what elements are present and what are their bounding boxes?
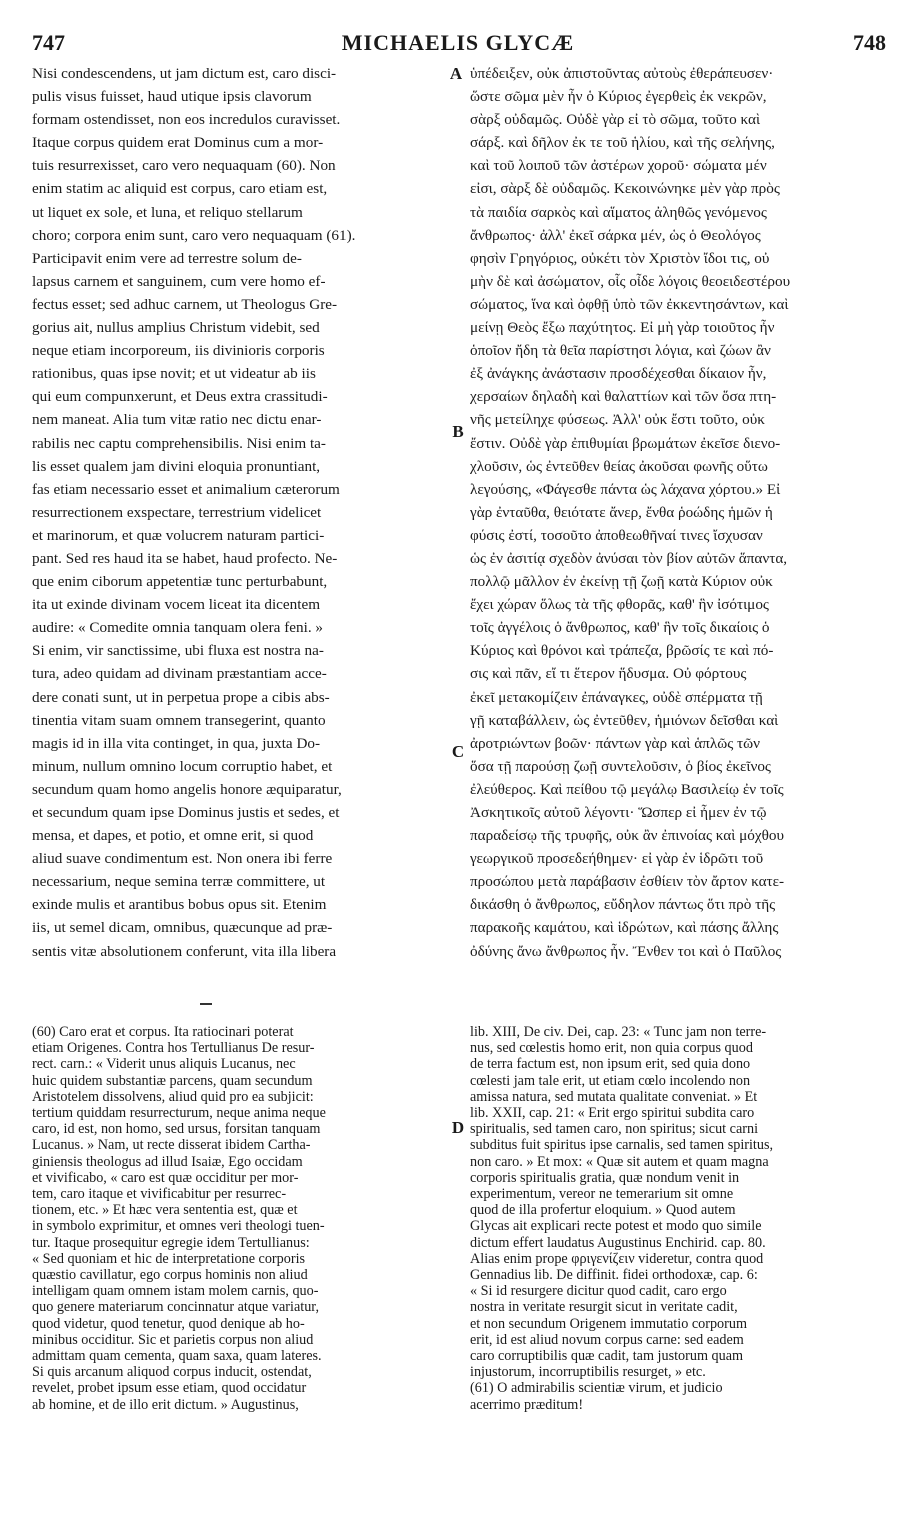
footnote-line: intelligam quam omnem istam molem carnis, quo-	[32, 1283, 319, 1300]
latin-text-line: lis esset qualem jam divini eloquia pronuntiant,	[32, 457, 321, 475]
greek-text-line: μὴν δὲ καὶ ἀσώματον, οἷς οἶδε λόγοις θεοειδεστέρου	[470, 272, 791, 290]
footnote-line: Lucanus. » Nam, ut recte disserat ibidem Cartha-	[32, 1137, 311, 1154]
latin-text-line: lapsus carnem et sanguinem, cum vere homo ef-	[32, 272, 326, 290]
latin-text-line: magis id in illa vita continget, in qua, juxta Do-	[32, 734, 321, 752]
footnote-line: Gennadius lib. De diffinit. fidei orthodoxæ, cap. 6:	[470, 1267, 758, 1284]
section-divider	[200, 1003, 212, 1005]
greek-text-line: ὑπέδειξεν, οὐκ ἀπιστοῦντας αὐτοὺς ἐθεράπευσεν·	[470, 65, 774, 82]
running-title: MICHAELIS GLYCÆ	[341, 30, 575, 55]
footnote-line: in symbolo exprimitur, et omnes veri theologi tuen-	[32, 1218, 325, 1235]
footnotes-left-column	[32, 1024, 458, 1413]
latin-text-line: fectus esset; sed adhuc carnem, ut Theologus Gre-	[32, 295, 338, 313]
footnote-line: lib. XXII, cap. 21: « Erit ergo spiritui subdita caro	[470, 1105, 755, 1122]
greek-text-line: ὥστε σῶμα μὲν ἦν ὁ Κύριος ἐγερθεὶς ἐκ νεκρῶν,	[470, 88, 767, 106]
latin-main-column	[32, 62, 458, 963]
latin-text-line: exinde mulis et arantibus bobus opus sit. Etenim	[32, 896, 327, 914]
footnote-line: erit, id est aliud novum corpus carne: sed eadem	[470, 1331, 744, 1348]
margin-letter-a: A	[449, 64, 463, 83]
footnote-line: minibus occiditur. Sic et parietis corpus non aliud	[32, 1331, 314, 1348]
latin-text-line: sentis vitæ absolutionem conferunt, vita illa libera	[32, 942, 337, 960]
greek-text-line: σις καὶ πᾶν, εἴ τι ἕτερον ἥδυσμα. Οὐ φόρτους	[470, 665, 747, 683]
footnote-line: Aristotelem dissolvens, aliud quid pro ea subjicit:	[32, 1088, 314, 1105]
greek-text-line: νῆς μετείληχε φύσεως. Ἀλλ' οὐκ ἔστι τοῦτο, οὐκ	[470, 411, 765, 429]
footnote-line: huic quidem substantiæ parcens, quam secundum	[32, 1072, 313, 1089]
greek-text-line: τοῖς ἀγγέλοις ὁ ἄνθρωπος, καθ' ἣν τοῖς δικαίοις ὁ	[470, 619, 770, 637]
footnote-line: caro, id est, non homo, sed ursus, forsitan tanquam	[32, 1121, 321, 1138]
greek-text-line: ἐξ ἀνάγκης ἀνάστασιν προσδέχεσθαι δίκαιον ἦν,	[470, 365, 767, 383]
latin-text-line: enim statim ac aliquid est corpus, caro etiam est,	[32, 180, 328, 198]
latin-text-line: choro; corpora enim sunt, caro vero nequaquam (61).	[32, 226, 356, 244]
latin-text-line: et marinorum, et quæ volucrem naturam partici-	[32, 526, 325, 544]
footnote-line: lib. XIII, De civ. Dei, cap. 23: « Tunc jam non terre-	[470, 1024, 767, 1040]
greek-text-line: χερσαίων δηλαδὴ καὶ θαλαττίων καὶ τῶν ὅσα πτη-	[470, 388, 777, 406]
latin-text-line: minum, nullum omnino locum corruptio habet, et	[32, 757, 333, 775]
latin-text-line: rabilis nec captu comprehensibilis. Nisi enim ta-	[32, 434, 326, 452]
latin-text-line: Si enim, vir sanctissime, ubi fluxa est nostra na-	[32, 642, 324, 660]
footnote-line: cœlesti jam tale erit, ut etiam cœlo incolendo non	[470, 1072, 751, 1089]
latin-text-line: iis, ut semel dicam, omnibus, quæcunque ad præ-	[32, 919, 333, 937]
footnote-line: « Sed quoniam et hic de interpretatione corporis	[32, 1250, 306, 1267]
greek-text-line: ἔχει χώραν ὅλως τὰ τῆς φθορᾶς, καθ' ἣν ἰσότιμος	[470, 596, 769, 614]
latin-text-line: Itaque corpus quidem erat Dominus cum a mor-	[32, 134, 324, 152]
latin-text-line: tuis resurrexisset, caro vero nequaquam (60). Non	[32, 157, 336, 175]
latin-text-line: dere conati sunt, ut in perpetua prope a cibis abs-	[32, 688, 330, 706]
footnote-line: injustorum, incorruptibilis resurget, » etc.	[470, 1364, 706, 1381]
greek-text-line: πολλῷ μᾶλλον ἐν ἐκείνῃ τῇ ζωῇ κατὰ Κύριον οὐκ	[470, 573, 773, 591]
latin-text-line: audire: « Comedite omnia tanquam olera feni. »	[32, 619, 324, 637]
footnote-line: Alias enim prope φριγενίζειν videretur, contra quod	[470, 1250, 764, 1267]
greek-text-line: σώματος, ἵνα καὶ ὀφθῇ ὑπὸ τῶν ἐκκεντησάντων, καὶ	[470, 295, 789, 313]
greek-text-line: ἔστιν. Οὐδὲ γὰρ ἐπιθυμίαι βρωμάτων ἐκεῖσε διενο-	[470, 434, 781, 452]
greek-text-line: τὰ παιδία σαρκὸς καὶ αἵματος ἀληθῶς γενόμενος	[470, 203, 767, 221]
latin-text-line: ita ut exinde divinam vocem liceat ita dicentem	[32, 596, 321, 614]
greek-text-line: μείνῃ Θεὸς ἔξω παχύτητος. Εἰ μὴ γὰρ τοιοῦτος ἦν	[470, 319, 775, 337]
latin-text-line: et secundum quam ipse Dominus justis et sedes, et	[32, 804, 340, 821]
latin-text-line: aliud suave condimentum est. Non onera ibi ferre	[32, 850, 333, 868]
left-page-number: 747	[32, 30, 65, 55]
footnotes-right-column	[470, 1024, 888, 1413]
right-page-number: 748	[853, 30, 886, 55]
margin-letter-b: B	[452, 422, 464, 441]
latin-text-line: ut liquet ex sole, et luna, et reliquo stellarum	[32, 203, 303, 221]
greek-text-line: ὅσα τῇ παρούσῃ ζωῇ συντελοῦσιν, ὁ βίος ἐκεῖνος	[470, 757, 771, 775]
latin-text-line: pulis visus fuisset, haud utique ipsis clavorum	[32, 88, 312, 106]
margin-letter-d: D	[451, 1118, 465, 1137]
greek-text-line: ὡς ἐν ἀσιτίᾳ σχεδὸν ἀνύσαι τὸν βίον αὐτῶν ἅπαντα,	[470, 549, 788, 567]
footnote-line: non caro. » Et mox: « Quæ sit autem et quam magna	[470, 1153, 769, 1170]
latin-text-line: gorius ait, nullus amplius Christum videbit, sed	[32, 319, 320, 337]
latin-text-line: tura, adeo quidam ad divinam præstantiam acce-	[32, 665, 327, 683]
footnote-line: quo genere materiarum concinnatur atque variatur,	[32, 1299, 319, 1316]
latin-text-line: Participavit enim vere ad terrestre solum de-	[32, 249, 302, 267]
greek-text-line: εἰσι, σὰρξ δὲ οὐδαμῶς. Κεκοινώνηκε μὲν γὰρ πρὸς	[470, 180, 780, 198]
greek-text-line: λεγούσης, «Φάγεσθε πάντα ὡς λάχανα χόρτου.» Εἰ	[470, 480, 781, 498]
greek-text-line: ὁποῖον ἤδη τὰ θεῖα παρίστησι λόγια, καὶ ζώων ἂν	[470, 342, 771, 360]
latin-text-line: secundum quam homo angelis honore æquiparatur,	[32, 780, 342, 798]
footnote-line: experimentum, vereor ne temerarium sit omne	[470, 1186, 734, 1203]
latin-text-line: nem maneat. Alia tum vitæ ratio nec dictu enar-	[32, 411, 322, 429]
greek-text-line: χλοῦσιν, ὡς ἐντεῦθεν θείας ἀκοῦσαι φωνῆς οὕτω	[470, 457, 768, 475]
greek-text-line: ἀροτριώντων βοῶν· πάντων γὰρ καὶ ἁπλῶς τῶν	[470, 734, 760, 752]
footnote-line: nus, sed cœlestis homo erit, non quia corpus quod	[470, 1040, 753, 1057]
footnote-line: caro corruptibilis quæ cadit, tam justorum quam	[470, 1348, 744, 1365]
greek-text-line: ἐλεύθερος. Καὶ πείθου τῷ μεγάλῳ Βασιλείῳ ἐν τοῖς	[470, 780, 784, 798]
greek-text-line: φησὶν Γρηγόριος, οὐκέτι τὸν Χριστὸν ἴδοι τις, οὐ	[470, 249, 770, 267]
greek-text-line: γὰρ ἐνταῦθα, θειότατε ἄνερ, ἔνθα ῥοώδης ἡμῶν ἡ	[470, 503, 773, 521]
greek-text-line: ἐκεῖ μετακομίζειν ἐπάναγκες, οὐδὲ σπέρματα τῇ	[470, 688, 763, 706]
footnote-line: rect. carn.: « Viderit unus aliquis Lucanus, nec	[32, 1056, 296, 1073]
latin-text-line: mensa, et dapes, et potio, et omne erit, si quod	[32, 827, 314, 845]
greek-text-line: δικάσθη ὁ ἄνθρωπος, εὔδηλον πάντως ὅτι πρὸ τῆς	[470, 896, 776, 914]
footnote-line: de terra factum est, non ipsum erit, sed quia dono	[470, 1056, 751, 1073]
footnote-line: corporis spiritualis gratia, quæ nondum venit in	[470, 1169, 740, 1186]
footnote-line: revelet, probet ipsum esse etiam, quod occidatur	[32, 1380, 307, 1397]
latin-text-line: Nisi condescendens, ut jam dictum est, caro disci-	[32, 65, 337, 82]
latin-text-line: necessarium, neque semina terræ committere, ut	[32, 873, 326, 891]
footnote-line: ab homine, et de illo erit dictum. » Augustinus,	[32, 1396, 299, 1413]
latin-text-line: pant. Sed res haud ita se habet, haud profecto. Ne-	[32, 549, 338, 567]
footnote-line: Glycas ait explicari recte potest et modo quo simile	[470, 1218, 762, 1235]
footnote-line: subditus fuit spiritus ipse carnalis, sed tamen spiritus,	[470, 1137, 774, 1154]
greek-text-line: παραδείσῳ τῆς τρυφῆς, οὐκ ἂν ἐπινοίας καὶ μόχθου	[470, 827, 784, 845]
greek-text-line: προσώπου μετὰ παράβασιν ἐσθίειν τὸν ἄρτον κατε-	[470, 873, 785, 891]
latin-text-line: qui eum compunxerunt, et Deus extra crassitudi-	[32, 388, 328, 406]
greek-main-column	[470, 62, 888, 963]
footnote-line: acerrimo præditum!	[470, 1396, 584, 1413]
greek-text-line: Ἀσκητικοῖς αὐτοῦ λέγοντι· Ὥσπερ εἰ ἦμεν ἐν τῷ	[470, 804, 767, 821]
footnote-line: (61) O admirabilis scientiæ virum, et judicio	[470, 1380, 723, 1397]
greek-text-line: ἄνθρωπος· ἀλλ' ἐκεῖ σάρκα μέν, ὡς ὁ Θεολόγος	[470, 226, 761, 244]
footnote-line: amissa natura, sed mutata qualitate conveniat. » Et	[470, 1088, 758, 1105]
greek-text-line: Κύριος καὶ θρόνοι καὶ τράπεζα, βρῶσίς τε καὶ πό-	[470, 642, 774, 660]
footnote-line: « Si id resurgere dicitur quod cadit, caro ergo	[470, 1283, 727, 1300]
footnote-line: tem, caro itaque et vivificabitur per resurrec-	[32, 1186, 287, 1203]
latin-text-line: rationibus, quas ipse novit; et ut videatur ab iis	[32, 365, 316, 383]
footnote-line: nostra in veritate resurgit sicut in veritate cadit,	[470, 1299, 738, 1316]
footnote-line: quod videtur, quod tenetur, quod denique ab ho-	[32, 1315, 305, 1332]
greek-text-line: παρακοῆς καμάτου, καὶ ἱδρώτων, καὶ πάσης ἄλλης	[470, 919, 779, 937]
latin-text-line: neque etiam incorporeum, iis divinioris corporis	[32, 342, 325, 360]
footnote-line: spiritualis, sed tamen caro, non spiritus; sicut carni	[470, 1121, 759, 1138]
greek-text-line: σὰρξ οὐδαμῶς. Οὐδὲ γὰρ εἰ τὸ σῶμα, τοῦτο καὶ	[470, 111, 761, 129]
latin-text-line: resurrectionem exspectare, terrestrium videlicet	[32, 503, 322, 521]
latin-text-line: fas etiam necessario esset et animalium cæterorum	[32, 480, 340, 498]
latin-text-line: tinentia vitam suam omnem transegerint, quanto	[32, 711, 326, 729]
footnote-line: giniensis theologus ad illud Isaiæ, Ego occidam	[32, 1153, 303, 1170]
footnote-line: admittam quam cementa, quam saxa, quam lateres.	[32, 1348, 322, 1365]
greek-text-line: ὀδύνης ἄνω ἄνθρωπος ἦν. Ἔνθεν τοι καὶ ὁ Παῦλος	[470, 942, 782, 960]
footnote-line: Si quis arcanum aliquod corpus inducit, ostendat,	[32, 1364, 312, 1381]
footnote-line: quæstio cavillatur, ego corpus hominis non aliud	[32, 1267, 308, 1284]
footnote-line: et non secundum Origenem immutatio corporum	[470, 1315, 747, 1332]
greek-text-line: σάρξ. καὶ δῆλον ἐκ τε τοῦ ἡλίου, καὶ τῆς σελήνης,	[470, 134, 775, 152]
footnote-line: etiam Origenes. Contra hos Tertullianus De resur-	[32, 1040, 315, 1057]
greek-text-line: γῇ καταβάλλειν, ὡς ἐντεῦθεν, ἡμιόνων δεῖσθαι καὶ	[470, 711, 779, 729]
latin-text-line: que enim ciborum appetentiæ tunc perturbabunt,	[32, 573, 328, 591]
footnote-line: (60) Caro erat et corpus. Ita ratiocinari poterat	[32, 1024, 294, 1040]
footnote-line: tionem, etc. » Et hæc vera sententia est, quæ et	[32, 1202, 298, 1219]
footnote-line: et vivificabo, « caro est quæ occiditur per mor-	[32, 1169, 299, 1186]
greek-text-line: καὶ τοῦ λοιποῦ τῶν ἀστέρων χοροῦ· σώματα μέν	[470, 157, 767, 175]
footnote-line: tur. Itaque prosequitur egregie idem Tertullianus:	[32, 1234, 310, 1251]
footnote-line: tertium quiddam resurrecturum, neque anima neque	[32, 1105, 326, 1122]
footnote-line: dictum effert laudatus Augustinus Enchirid. cap. 80.	[470, 1234, 766, 1251]
greek-text-line: γεωργικοῦ προσεδεήθημεν· εἰ γὰρ ἐν ἱδρῶτι τοῦ	[470, 850, 764, 868]
greek-text-line: φύσις ἐστί, τοσοῦτο ἀποθεωθῆναί τινες ἴσχυσαν	[470, 526, 763, 544]
latin-text-line: formam ostendisset, non eos incredulos curavisset.	[32, 111, 341, 129]
margin-letter-c: C	[451, 742, 465, 761]
footnote-line: quod de illa profertur eloquium. » Quod autem	[470, 1202, 736, 1219]
